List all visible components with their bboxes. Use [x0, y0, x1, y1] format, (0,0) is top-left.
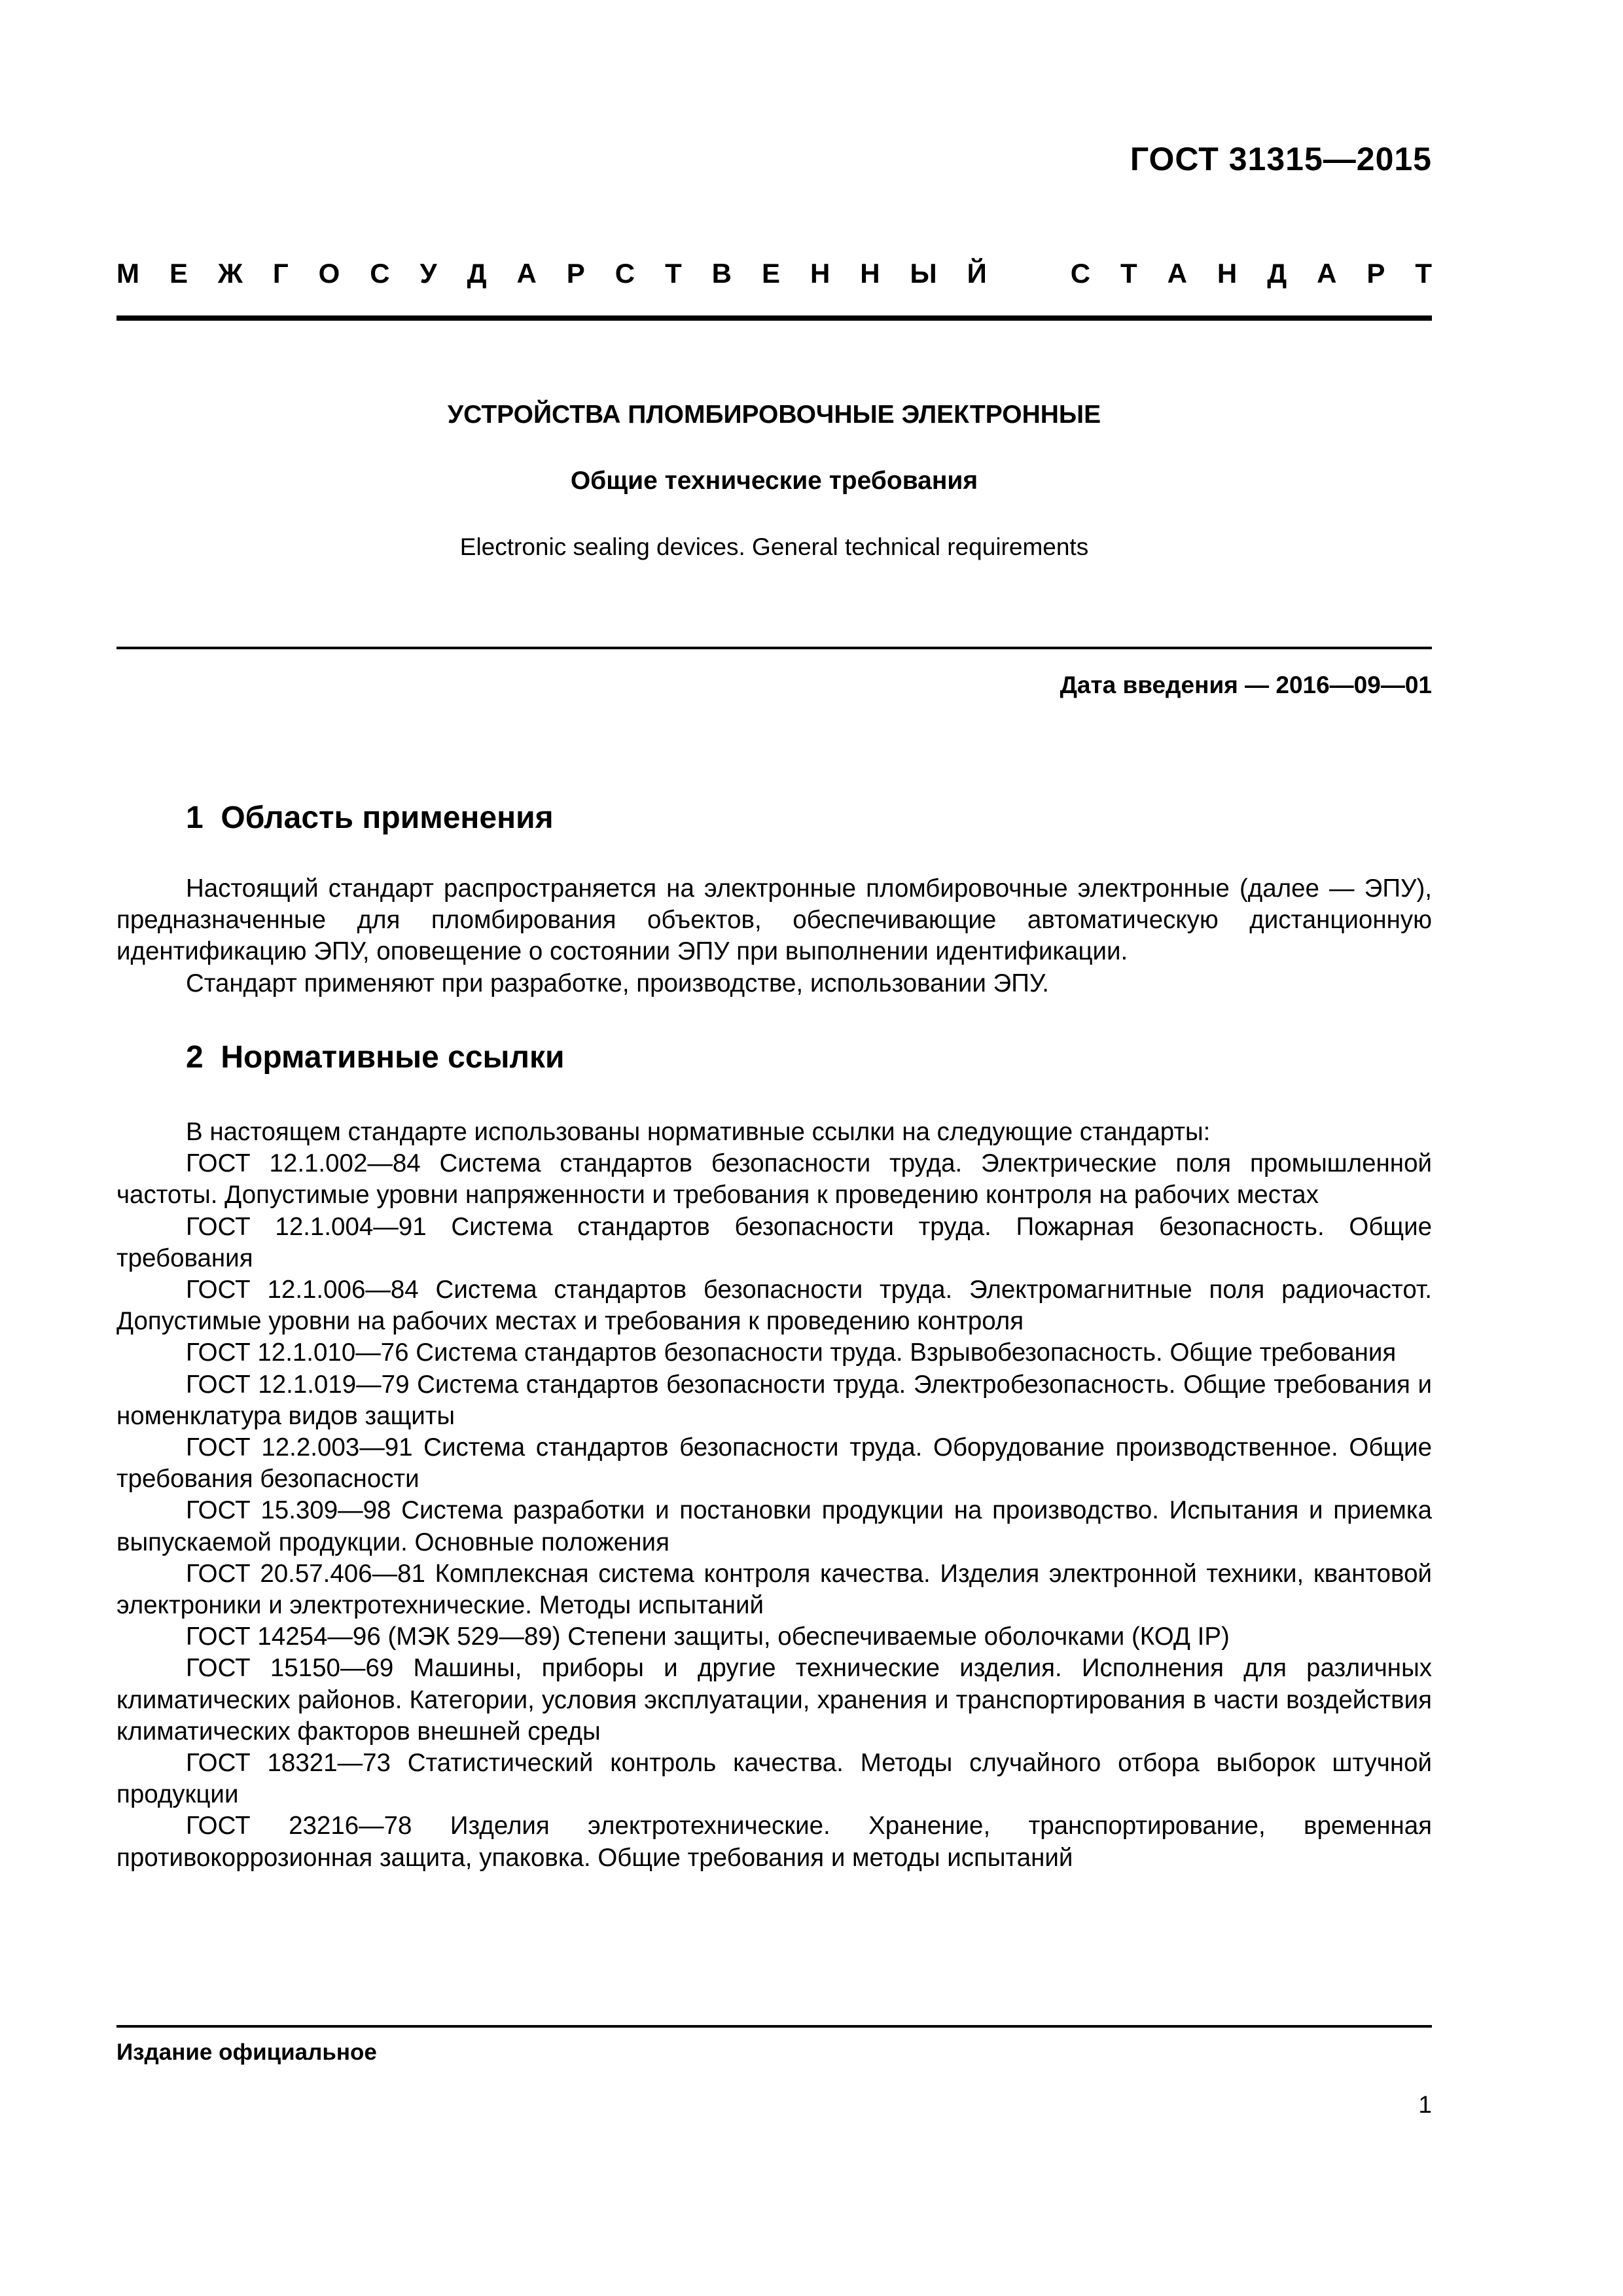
- standard-type-letter: М: [116, 258, 139, 289]
- standard-type-letter: Д: [1267, 258, 1287, 289]
- standard-type-letter: Т: [1415, 258, 1432, 289]
- standard-type-letter: У: [419, 258, 437, 289]
- section-body-normative-references: [116, 1117, 1432, 1874]
- reference-item: ГОСТ 18321—73 Статистический контроль качества. Методы случайного отбора выборок штучной продукции: [116, 1749, 1432, 1809]
- standard-type-letter: Д: [467, 258, 487, 289]
- page-number: 1: [1418, 2091, 1432, 2118]
- title-divider: [116, 647, 1432, 649]
- standard-code: ГОСТ 31315—2015: [1130, 141, 1432, 177]
- reference-item: ГОСТ 20.57.406—81 Комплексная система контроля качества. Изделия электронной техники, квантовой электроники и электротехнические. Методы испытаний: [116, 1559, 1432, 1620]
- standard-type-letter: А: [1317, 258, 1337, 289]
- document-subtitle: Общие технические требования: [570, 467, 978, 495]
- introduction-date: Дата введения — 2016—09—01: [1060, 672, 1432, 698]
- footer-divider: [116, 2025, 1432, 2028]
- paragraph: Стандарт применяют при разработке, производстве, использовании ЭПУ.: [186, 969, 1049, 997]
- section-heading-normative-references: 2 Нормативные ссылки: [186, 1040, 565, 1075]
- reference-item: ГОСТ 14254—96 (МЭК 529—89) Степени защиты, обеспечиваемые оболочками (КОД IP): [186, 1623, 1230, 1651]
- standard-type-letter: Н: [1217, 258, 1238, 289]
- standard-type-letter: О: [318, 258, 340, 289]
- standard-type-letter: С: [615, 258, 635, 289]
- standard-type-letter: А: [1167, 258, 1187, 289]
- reference-item: ГОСТ 12.1.004—91 Система стандартов безопасности труда. Пожарная безопасность. Общие требования: [116, 1212, 1432, 1272]
- reference-item: ГОСТ 12.1.019—79 Система стандартов безопасности труда. Электробезопасность. Общие требования и номенклатура видов защиты: [116, 1370, 1432, 1430]
- standard-type-letter: Г: [272, 258, 289, 289]
- standard-type-letter: Ж: [217, 258, 243, 289]
- reference-item: ГОСТ 12.2.003—91 Система стандартов безопасности труда. Оборудование производственное. Общие требования безопасности: [116, 1433, 1432, 1494]
- reference-item: ГОСТ 12.1.002—84 Система стандартов безопасности труда. Электрические поля промышленной частоты. Допустимые уровни напряженности и требования к проведению контроля на рабочих местах: [116, 1149, 1432, 1210]
- section-heading-scope: 1 Область применения: [186, 800, 554, 835]
- document-title: УСТРОЙСТВА ПЛОМБИРОВОЧНЫЕ ЭЛЕКТРОННЫЕ: [447, 401, 1101, 429]
- standard-type-letter: В: [711, 258, 732, 289]
- standard-type-letter: Н: [810, 258, 830, 289]
- reference-item: ГОСТ 15.309—98 Система разработки и постановки продукции на производство. Испытания и приемка выпускаемой продукции. Основные положения: [116, 1496, 1432, 1556]
- standard-type-letter: Ы: [910, 258, 937, 289]
- standard-type-letter: Е: [169, 258, 188, 289]
- reference-item: ГОСТ 15150—69 Машины, приборы и другие технические изделия. Исполнения для различных климатических районов. Категории, условия эксплуатации, хранения и транспортирования в части воздействия климатических факторов внешней среды: [116, 1654, 1432, 1746]
- reference-item: ГОСТ 12.1.006—84 Система стандартов безопасности труда. Электромагнитные поля радиочастот. Допустимые уровни на рабочих местах и требования к проведению контроля: [116, 1276, 1432, 1336]
- standard-type-letter: Р: [566, 258, 585, 289]
- section-body-scope: [116, 873, 1432, 999]
- edition-label: Издание официальное: [116, 2039, 377, 2065]
- standard-type-letter: Й: [967, 258, 987, 289]
- standard-type-letter: С: [1070, 258, 1091, 289]
- word-gap: [1017, 258, 1041, 289]
- standard-type-letter: Т: [1120, 258, 1137, 289]
- standard-type-label: [116, 258, 1432, 289]
- standard-type-letter: Т: [665, 258, 682, 289]
- paragraph: В настоящем стандарте использованы нормативные ссылки на следующие стандарты:: [186, 1118, 1211, 1146]
- document-title-english: Electronic sealing devices. General technical requirements: [459, 533, 1089, 560]
- standard-type-letter: Р: [1366, 258, 1385, 289]
- reference-item: ГОСТ 23216—78 Изделия электротехнические. Хранение, транспортирование, временная противокоррозионная защита, упаковка. Общие требования и методы испытаний: [116, 1812, 1432, 1872]
- standard-type-letter: Е: [761, 258, 780, 289]
- standard-type-letter: С: [370, 258, 390, 289]
- standard-type-letter: А: [516, 258, 537, 289]
- header-divider: [116, 315, 1432, 321]
- standard-type-letter: Н: [860, 258, 880, 289]
- paragraph: Настоящий стандарт распространяется на электронные пломбировочные электронные (далее — ЭПУ), предназначенные для пломбирования объектов, обеспечивающие автоматическую дистанционную идентификацию ЭПУ, оповещение о состоянии ЭПУ при выполнении идентификации.: [116, 874, 1432, 966]
- reference-item: ГОСТ 12.1.010—76 Система стандартов безопасности труда. Взрывобезопасность. Общие требования: [186, 1338, 1397, 1367]
